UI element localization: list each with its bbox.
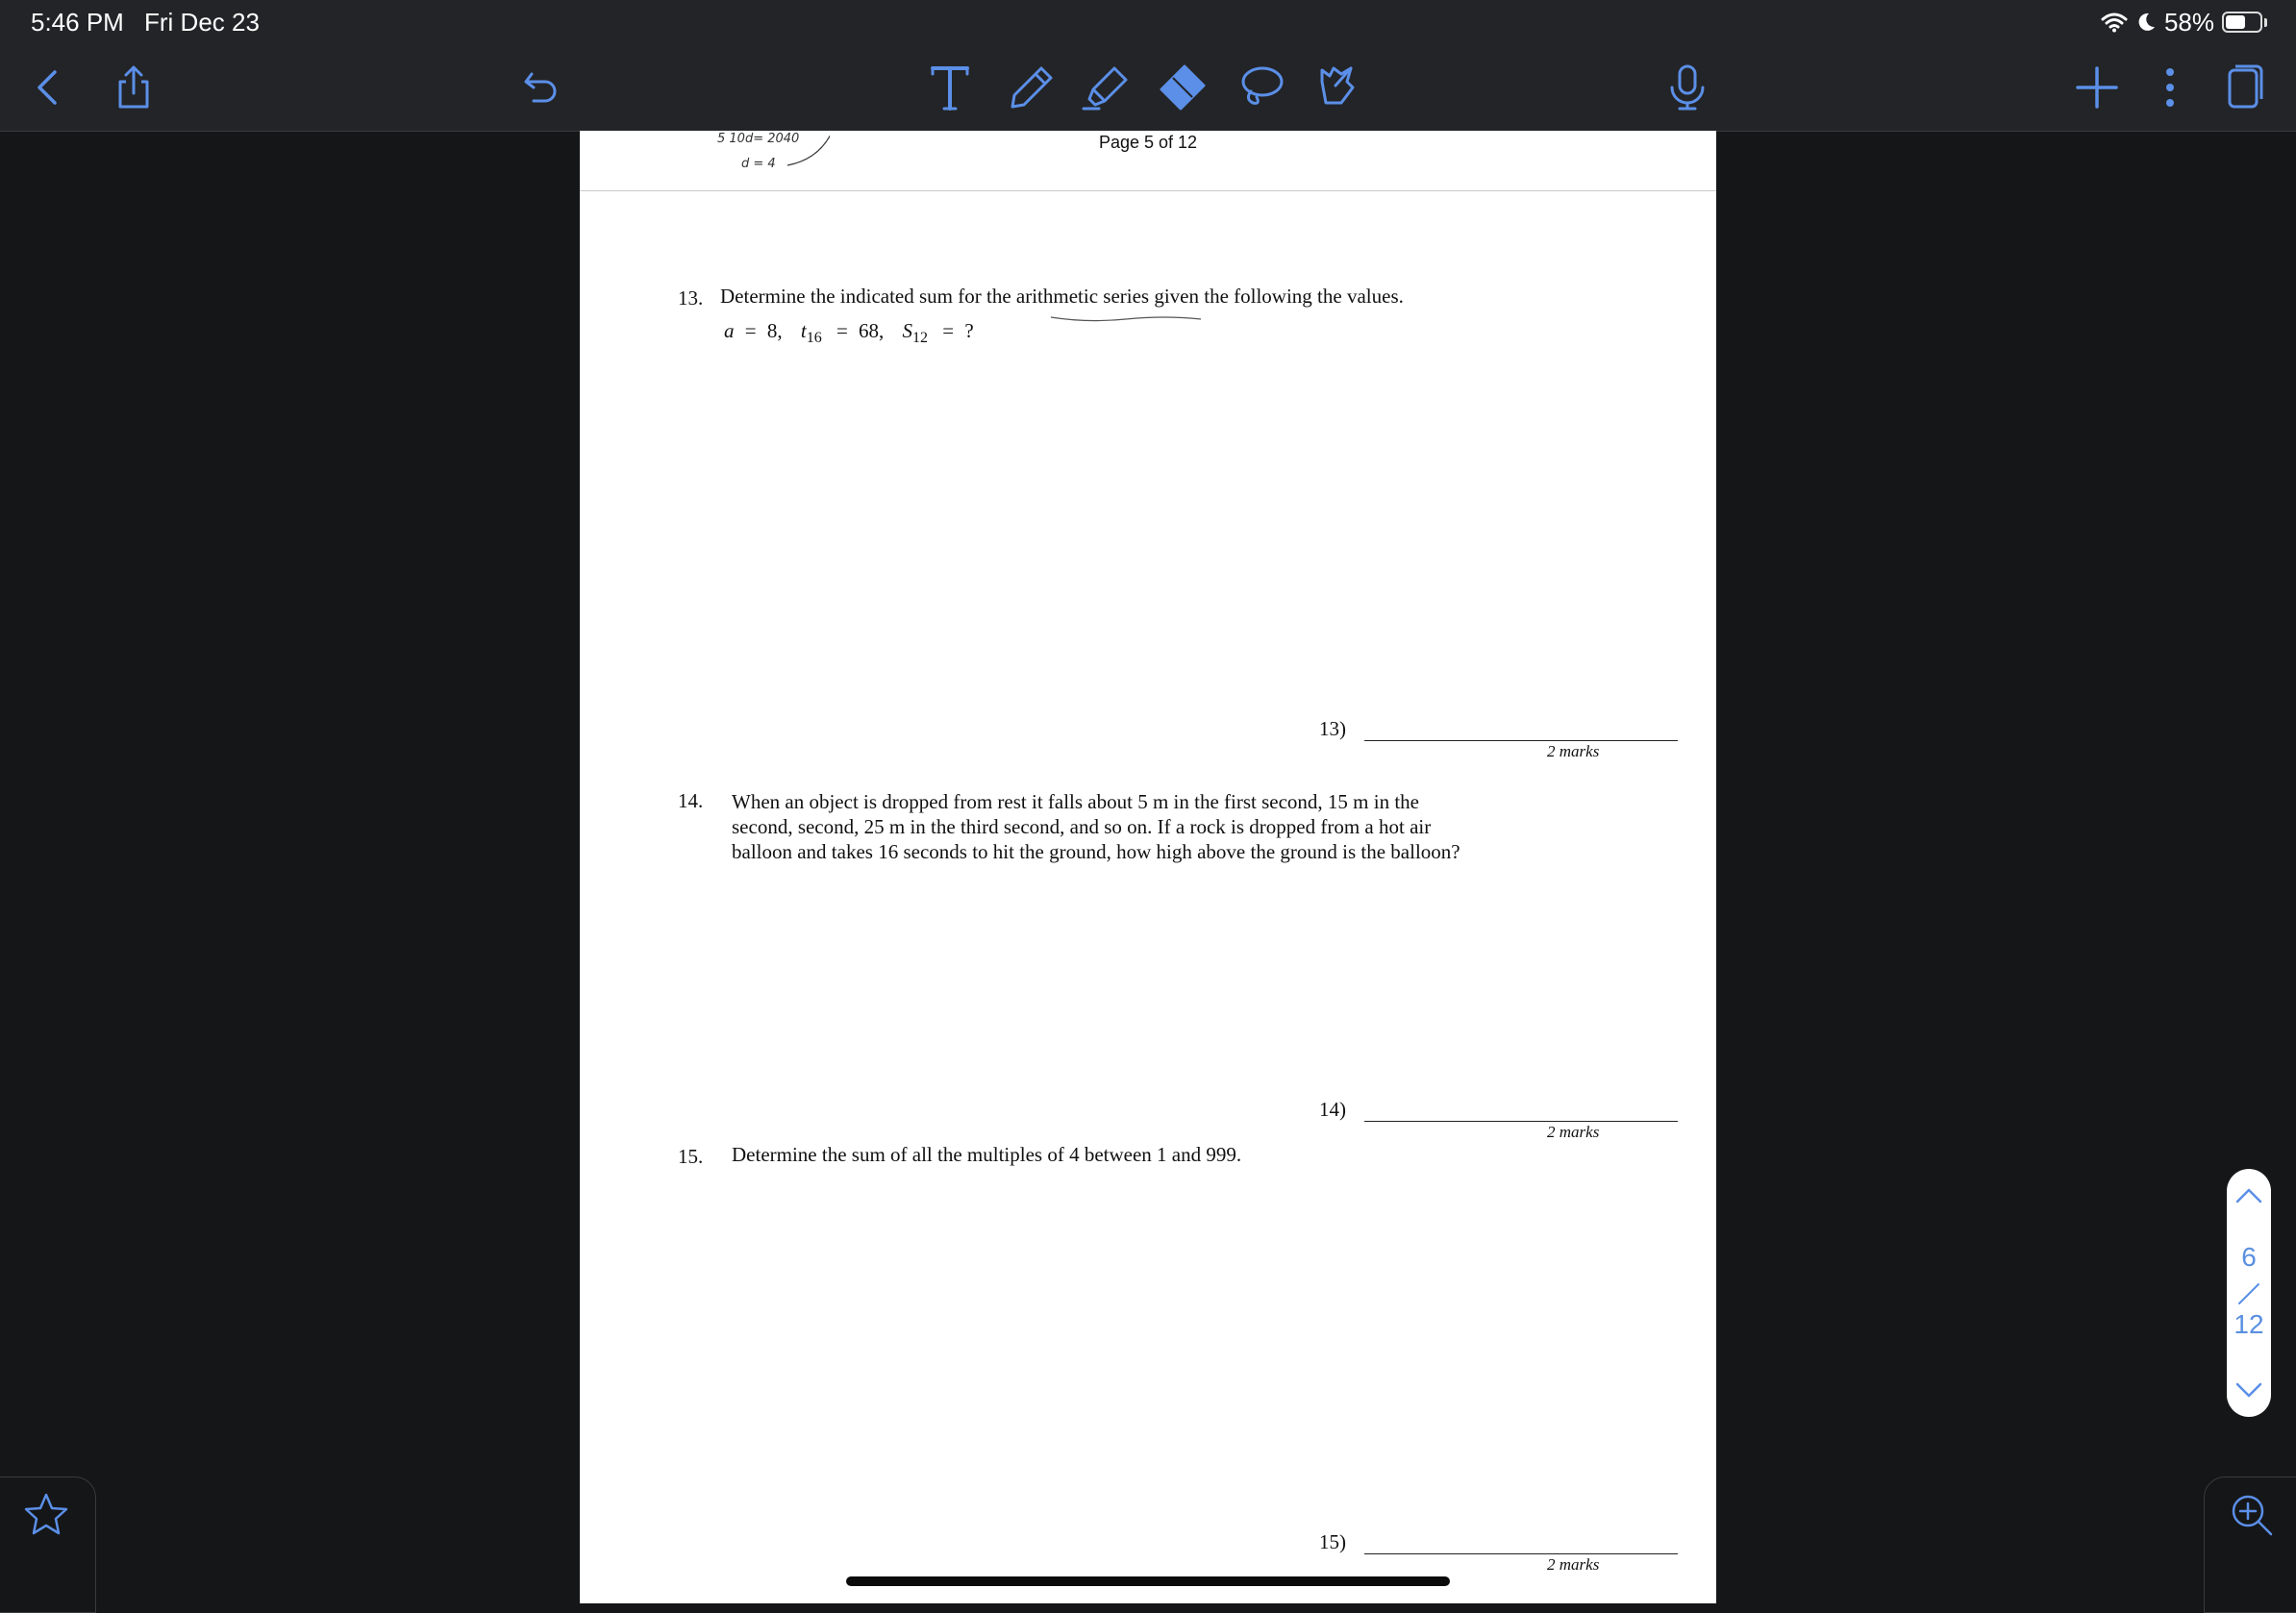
question-15-number: 15.: [678, 1145, 704, 1168]
undo-icon: [514, 61, 568, 114]
answer-14-marks: 2 marks: [1547, 1123, 1600, 1141]
answer-13-line[interactable]: [1364, 740, 1678, 741]
formula-s: S: [902, 319, 913, 342]
question-13-text: Determine the indicated sum for the arithmetic series given the following the values.: [720, 285, 1404, 308]
handwriting-line-1: 5 10d= 2040: [717, 132, 800, 146]
add-icon: [2070, 61, 2124, 114]
zoom-in-icon[interactable]: [2228, 1491, 2276, 1539]
status-date: Fri Dec 23: [144, 8, 260, 37]
highlighter-tool-icon: [1080, 61, 1134, 114]
formula-equals: =: [836, 319, 848, 342]
battery-percent: 58%: [2163, 7, 2214, 37]
handwriting-line-2: d = 4: [741, 157, 776, 171]
toolbar: [0, 44, 2296, 132]
pen-tool-icon: [1005, 61, 1059, 114]
next-page-button[interactable]: [2227, 1371, 2271, 1409]
answer-15-marks: 2 marks: [1547, 1555, 1600, 1574]
chevron-down-icon: [2234, 1380, 2264, 1400]
text-tool-button[interactable]: [918, 56, 982, 119]
microphone-icon: [1660, 61, 1714, 114]
total-pages: 12: [2234, 1309, 2264, 1339]
back-button[interactable]: [17, 56, 81, 119]
lasso-tool-icon: [1234, 61, 1287, 114]
previous-page-button[interactable]: [2227, 1177, 2271, 1215]
formula-equals: =: [942, 319, 955, 342]
more-icon: [2143, 61, 2197, 114]
answer-13-label: 13): [1319, 717, 1346, 740]
shapes-tool-icon: [1309, 61, 1362, 114]
star-icon[interactable]: [22, 1491, 70, 1539]
pages-icon: [2216, 61, 2270, 114]
status-indicators: [2101, 8, 2267, 37]
answer-15-label: 15): [1319, 1530, 1346, 1553]
pages-button[interactable]: [2211, 56, 2275, 119]
question-13-formula: [724, 319, 974, 347]
formula-a-value: 8,: [766, 319, 783, 342]
answer-14-line[interactable]: [1364, 1121, 1678, 1122]
question-14-line-2: second, second, 25 m in the third second, and so on. If a rock is dropped from a hot air: [732, 815, 1432, 838]
formula-a: a: [724, 319, 735, 342]
battery-tip: [2264, 18, 2267, 27]
page-indicator: Page 5 of 12: [1098, 133, 1198, 152]
favorite-panel: [0, 1477, 96, 1613]
current-page-number: 6: [2241, 1242, 2257, 1272]
status-time: 5:46 PM: [31, 8, 124, 37]
pen-tool-button[interactable]: [1000, 56, 1063, 119]
answer-15-line[interactable]: [1364, 1553, 1678, 1554]
status-bar: [0, 0, 2296, 44]
document-page[interactable]: [580, 131, 1716, 1603]
microphone-button[interactable]: [1656, 56, 1719, 119]
lasso-tool-button[interactable]: [1229, 56, 1292, 119]
battery-icon: [2222, 12, 2262, 33]
add-button[interactable]: [2065, 56, 2129, 119]
more-button[interactable]: [2138, 56, 2202, 119]
question-14-number: 14.: [678, 789, 704, 812]
zoom-panel: [2204, 1477, 2296, 1613]
question-14-text: [732, 789, 1559, 864]
page-divider: [580, 190, 1716, 191]
moon-icon: [2135, 12, 2157, 33]
chevron-up-icon: [2234, 1186, 2264, 1205]
answer-14-label: 14): [1319, 1098, 1346, 1121]
formula-equals: =: [744, 319, 757, 342]
question-13-number: 13.: [678, 286, 704, 310]
undo-button[interactable]: [510, 56, 573, 119]
formula-t: t: [800, 319, 807, 342]
share-icon: [107, 61, 161, 114]
page-navigator: [2227, 1169, 2271, 1417]
back-icon: [22, 61, 76, 114]
question-15-text: Determine the sum of all the multiples of 4 between 1 and 999.: [732, 1143, 1242, 1166]
text-tool-icon: [923, 61, 977, 114]
wifi-icon: [2101, 12, 2128, 33]
eraser-tool-icon: [1156, 61, 1210, 114]
formula-t-value: 68,: [859, 319, 885, 342]
battery-fill: [2226, 15, 2245, 29]
page-separator-icon: [2237, 1282, 2260, 1305]
eraser-tool-button[interactable]: [1151, 56, 1214, 119]
highlighter-tool-button[interactable]: [1075, 56, 1138, 119]
formula-s-subscript: 12: [912, 330, 929, 347]
question-14-line-3: balloon and takes 16 seconds to hit the ground, how high above the ground is the balloon?: [732, 840, 1460, 863]
share-button[interactable]: [102, 56, 165, 119]
formula-t-subscript: 16: [806, 330, 822, 347]
answer-13-marks: 2 marks: [1547, 742, 1600, 760]
formula-s-value: ?: [964, 319, 974, 342]
question-14-line-1: When an object is dropped from rest it falls about 5 m in the first second, 15 m in the: [732, 790, 1420, 813]
ink-underline: [1049, 313, 1203, 325]
shapes-tool-button[interactable]: [1304, 56, 1367, 119]
home-indicator[interactable]: [846, 1576, 1450, 1586]
